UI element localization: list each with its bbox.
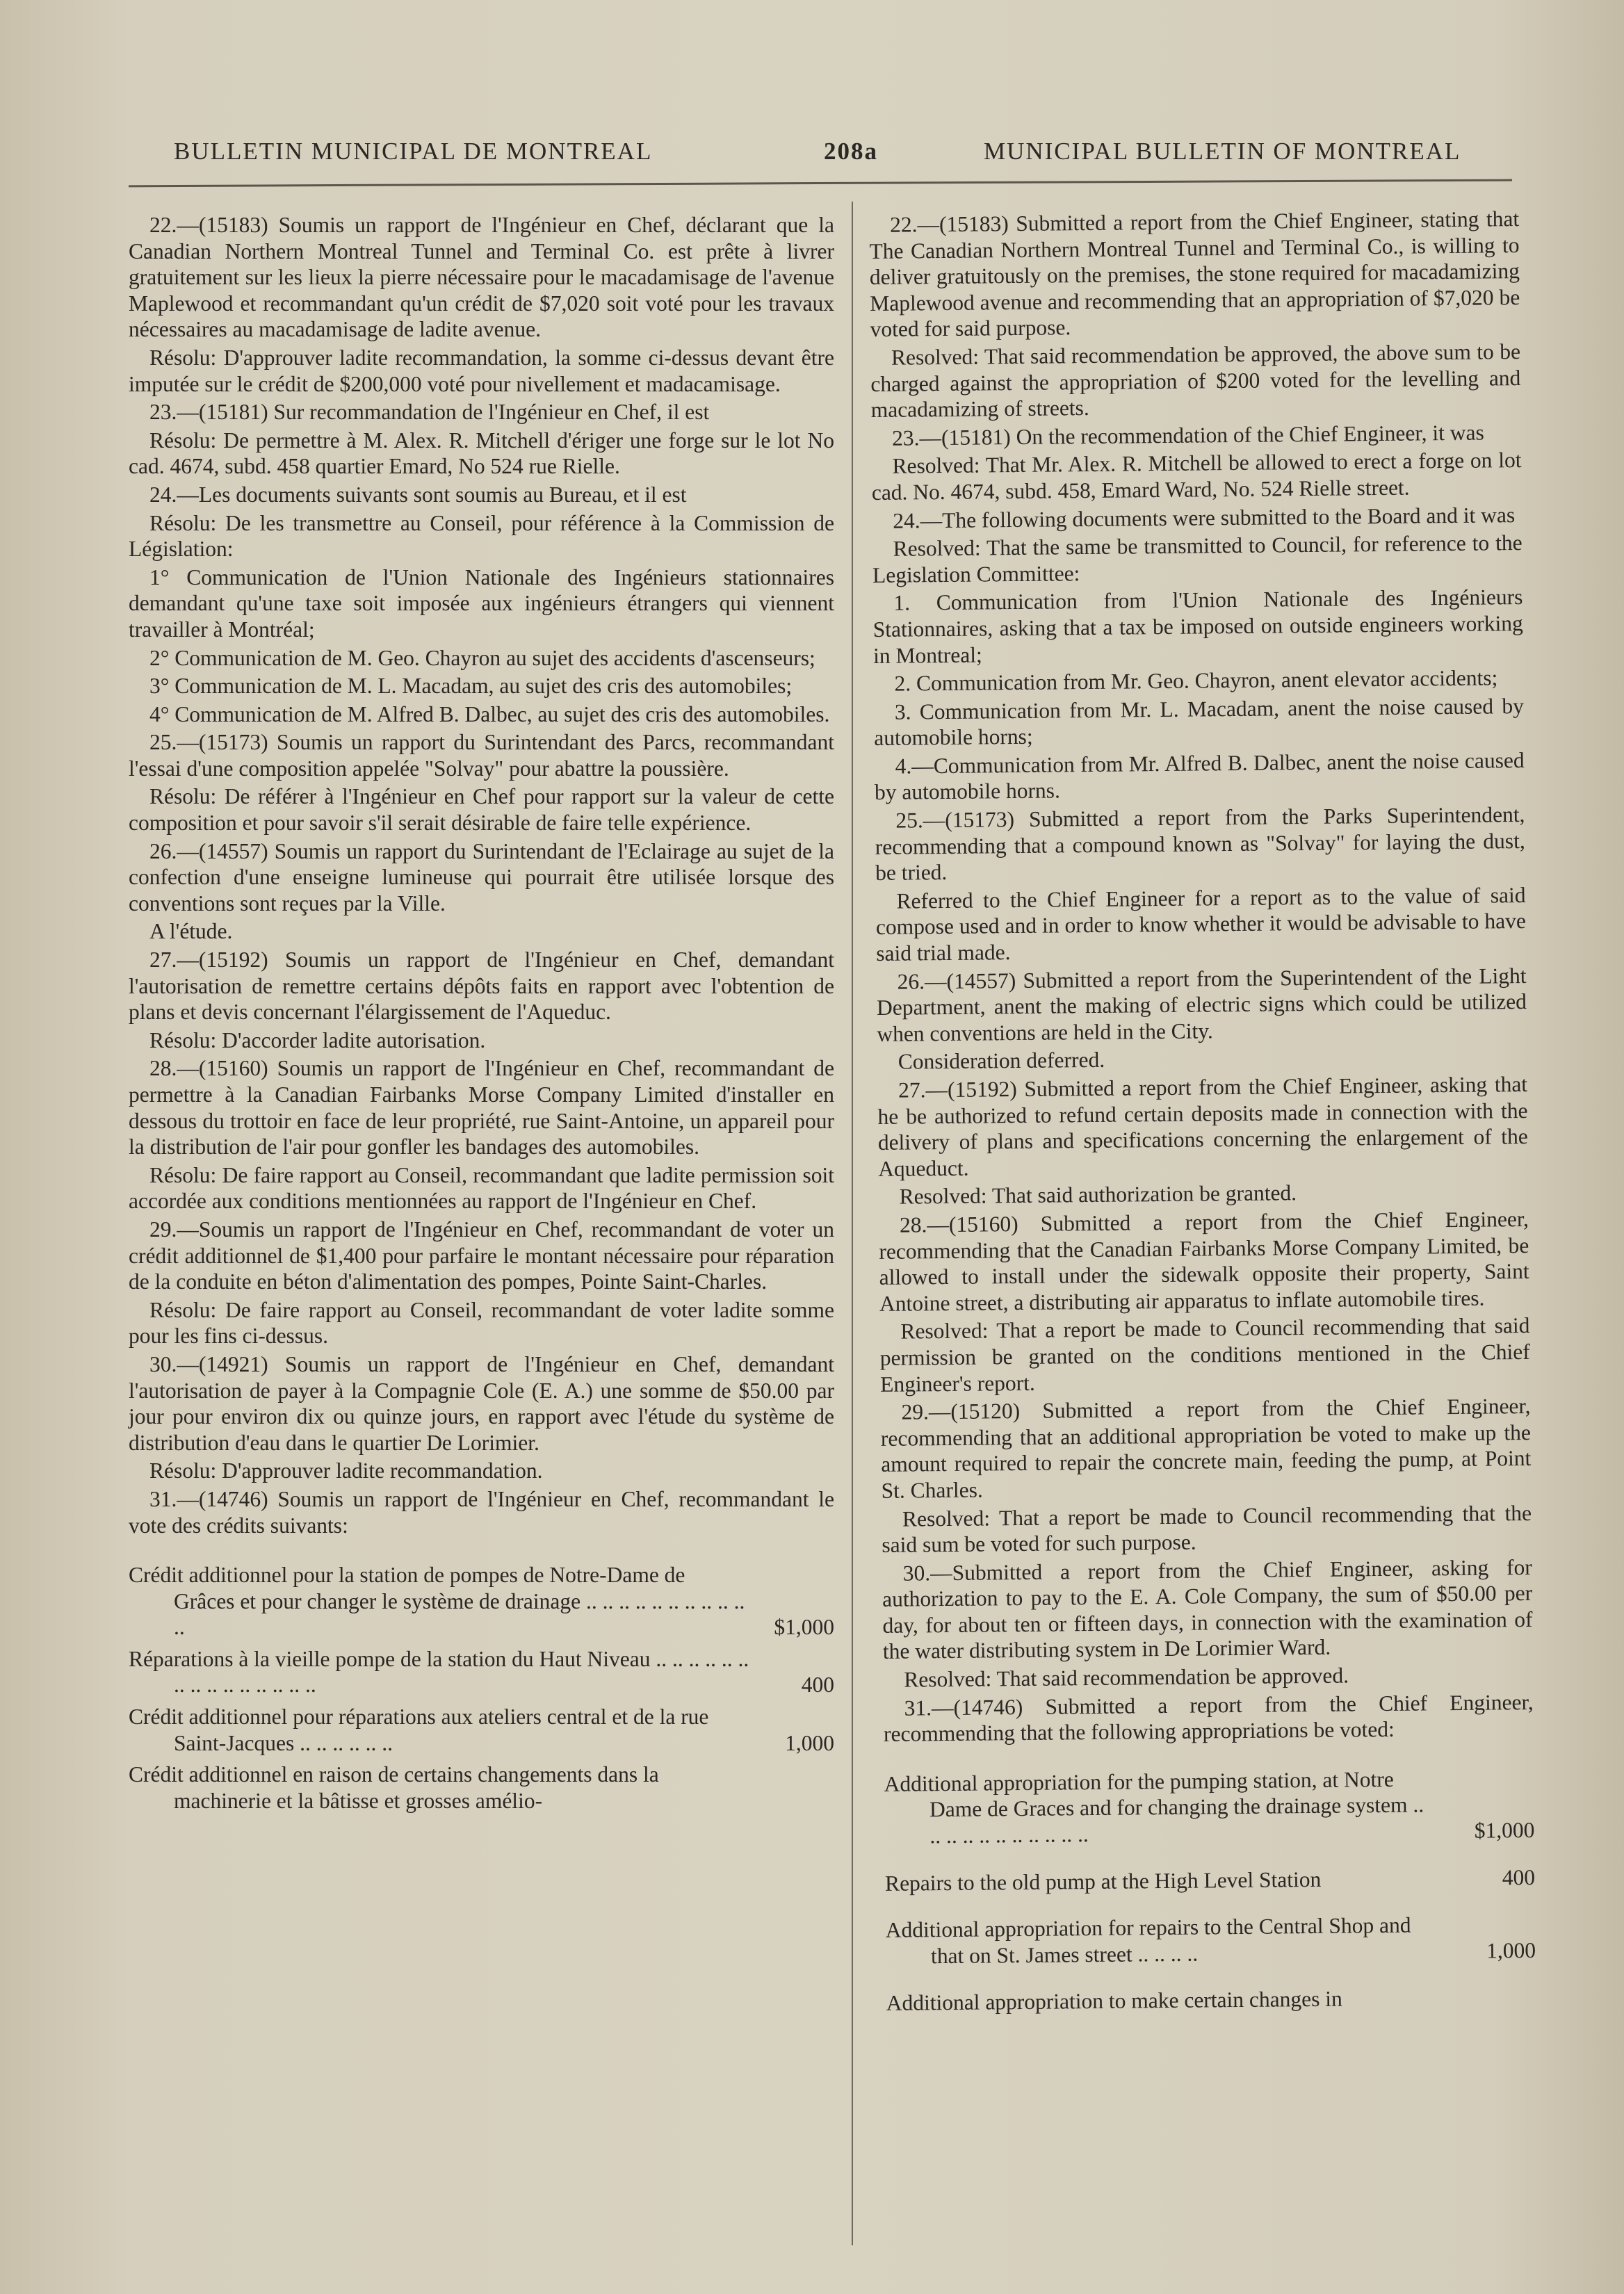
paragraph: Resolved: That Mr. Alex. R. Mitchell be allowed to erect a forge on lot cad. No. 4674, subd. 458, Emard Ward, No. 524 Rielle street. [871,448,1522,505]
paragraph: 23.—(15181) On the recommendation of the Chief Engineer, it was [891,420,1484,450]
header-title-english: MUNICIPAL BULLETIN OF MONTREAL [984,138,1461,165]
paragraph: Résolu: De faire rapport au Conseil, recommandant que ladite permission soit accordée aux conditions mentionnées au rapport de l'Ingénieur en Chef. [129,1162,834,1214]
paragraph: 1. Communication from l'Union Nationale des Ingénieurs Stationnaires, asking that a tax be imposed on outside engineers working in Montreal; [872,585,1523,668]
paragraph: Referred to the Chief Engineer for a report as to the value of said compose used and in order to know whether it would be advisable to have said trial made. [875,882,1527,966]
page-number: 208a [824,138,878,165]
paragraph: 24.—Les documents suivants sont soumis au Bureau, et il est [149,482,687,507]
paragraph: 27.—(15192) Soumis un rapport de l'Ingénieur en Chef, demandant l'autorisation de remettre certains dépôts faits en rapport avec l'obtention de plans et devis concernant l'élargissement de l'Aqueduc. [129,947,834,1025]
paragraph: 26.—(14557) Submitted a report from the Superintendent of the Light Department, anent the making of electric signs which could be utilized when conventions are held in the City. [876,963,1527,1046]
paragraph: 3° Communication de M. L. Macadam, au sujet des cris des automobiles; [149,674,793,699]
french-column [129,212,834,1819]
credit-amount: $1,000 [1474,1817,1535,1843]
paragraph: Résolu: De faire rapport au Conseil, recommandant de voter ladite somme pour les fins ci-dessus. [129,1297,834,1349]
paragraph: 1° Communication de l'Union Nationale des Ingénieurs stationnaires demandant qu'une taxe soit imposée aux ingénieurs étrangers qui viennent travailler à Montréal; [129,564,834,642]
paragraph: Résolu: D'approuver ladite recommandation. [149,1458,543,1483]
paragraph: Resolved: That the same be transmitted to Council, for reference to the Legislation Committee: [872,530,1522,587]
paragraph: 22.—(15183) Submitted a report from the Chief Engineer, stating that The Canadian Northern Montreal Tunnel and Terminal Co., is willing to deliver gratuitously on the premises, the stone required for macadamizing Maplewood avenue and recommending that an appropriation of $7,020 be voted for said purpose. [869,206,1520,342]
credit-item [886,1911,1536,1969]
credit-amount: $1,000 [774,1615,834,1640]
paragraph: 29.—Soumis un rapport de l'Ingénieur en Chef, recommandant de voter un crédit additionnel de $1,400 pour parfaire le montant nécessaire pour réparation de la conduite en béton d'alimentation des pompes, Pointe Saint-Charles. [129,1217,834,1294]
paragraph: Résolu: D'approuver ladite recommandation, la somme ci-dessus devant être imputée sur le crédit de $200,000 voté pour nivellement et madacamisage. [129,345,834,396]
paragraph: Resolved: That said recommendation be approved, the above sum to be charged against the appropriation of $200 voted for the levelling and macadamizing of streets. [870,339,1521,423]
credit-item [129,1762,834,1814]
paragraph: 4.—Communication from Mr. Alfred B. Dalbec, anent the noise caused by automobile horns. [874,747,1525,805]
english-column [869,206,1536,2037]
paragraph: 28.—(15160) Submitted a report from the Chief Engineer, recommending that the Canadian Fairbanks Morse Company Limited, be allowed to install under the sidewalk opposite their property, Saint Antoine street, a distributing air apparatus to inflate automobile tires. [879,1206,1529,1316]
credit-text: Crédit additionnel pour la station de pompes de Notre-Dame de Grâces et pour changer le système de drainage .. .. .. .. .. .. .. .. .. .. .. [129,1563,745,1640]
header-rule [129,179,1512,188]
credit-text: Réparations à la vieille pompe de la station du Haut Niveau .. .. .. .. .. .. .. .. .. .. .. .. .. .. .. [129,1646,749,1698]
credit-item [884,1765,1535,1850]
credit-text: Additional appropriation to make certain changes in [886,1986,1342,2016]
credit-amount: 1,000 [785,1730,834,1755]
paragraph: 27.—(15192) Submitted a report from the Chief Engineer, asking that he be authorized to refund certain deposits made in connection with the delivery of plans and specifications concerning the enlargement of the Aqueduct. [877,1071,1528,1181]
paragraph: 29.—(15120) Submitted a report from the Chief Engineer, recommending that an additional appropriation be voted to make up the amount required to repair the concrete main, feeding the pump, at Point St. Charles. [880,1394,1532,1503]
credit-text: Additional appropriation for the pumping station, at Notre Dame de Graces and for changing the drainage system .. .. .. .. .. .. .. .. .. .. .. [884,1766,1424,1848]
paragraph: 30.—Submitted a report from the Chief Engineer, asking for authorization to pay to the E. A. Cole Company, the sum of $50.00 per day, for about ten or fifteen days, in connection with the examination of the water distributing system in De Lorimier Ward. [882,1554,1533,1664]
paragraph: Résolu: De permettre à M. Alex. R. Mitchell d'ériger une forge sur le lot No cad. 4674, subd. 458 quartier Emard, No 524 rue Rielle. [129,428,834,479]
paragraph: Résolu: De référer à l'Ingénieur en Chef pour rapport sur la valeur de cette composition et pour savoir s'il serait désirable de faire telle expérience. [129,784,834,836]
header-title-french: BULLETIN MUNICIPAL DE MONTREAL [174,138,653,165]
appropriations-list [884,1765,1536,2017]
credit-amount: 1,000 [1486,1937,1536,1963]
paragraph: 31.—(14746) Submitted a report from the Chief Engineer, recommending that the following appropriations be voted: [883,1689,1534,1747]
paragraph: 4° Communication de M. Alfred B. Dalbec, au sujet des cris des automobiles. [149,701,830,726]
paragraph: Résolu: D'accorder ladite autorisation. [149,1027,486,1052]
paragraph: Resolved: That said authorization be granted. [899,1180,1297,1210]
paragraph: 30.—(14921) Soumis un rapport de l'Ingénieur en Chef, demandant l'autorisation de payer à la Compagnie Cole (E. A.) une somme de $50.00 par jour pour environ dix ou quinze jours, en rapport avec l'étude du système de distribution d'eau dans le quartier De Lorimier. [129,1351,834,1455]
paragraph: 25.—(15173) Soumis un rapport du Surintendant des Parcs, recommandant l'essai d'une composition appelée "Solvay" pour abattre la poussière. [129,730,834,781]
credit-item [129,1646,834,1698]
paragraph: Resolved: That said recommendation be approved. [904,1663,1349,1692]
paragraph: Consideration deferred. [898,1048,1105,1075]
paragraph: 25.—(15173) Submitted a report from the Parks Superintendent, recommending that a compound known as "Solvay" for laying the dust, be tried. [875,802,1525,886]
credit-item [886,1984,1536,2017]
credit-text: Repairs to the old pump at the High Level Station [884,1866,1322,1896]
paragraph: 28.—(15160) Soumis un rapport de l'Ingénieur en Chef, recommandant de permettre à la Canadian Fairbanks Morse Company Limited d'installer en dessous du trottoir en face de leur propriété, rue Saint-Antoine, un appareil pour la distribution de l'air pour gonfler les bandages des automobiles. [129,1056,834,1160]
paragraph: Resolved: That a report be made to Council recommending that the said sum be voted for such purpose. [882,1500,1532,1558]
credit-amount: 400 [801,1673,834,1698]
paragraph: Resolved: That a report be made to Council recommending that said permission be granted on the conditions mentioned in the Chief Engineer's report. [879,1313,1530,1397]
paragraph: 31.—(14746) Soumis un rapport de l'Ingénieur en Chef, recommandant le vote des crédits suivants: [129,1486,834,1538]
credit-amount: 400 [1502,1864,1536,1889]
paragraph: 26.—(14557) Soumis un rapport du Surintendant de l'Eclairage au sujet de la confection d'une enseigne lumineuse qui pourrait être utilisée lorsque des conventions sont reçues par la Ville. [129,838,834,916]
paragraph: 2. Communication from Mr. Geo. Chayron, anent elevator accidents; [894,665,1498,696]
paragraph: 2° Communication de M. Geo. Chayron au sujet des accidents d'ascenseurs; [149,645,815,670]
credit-item [129,1562,834,1641]
paragraph: A l'étude. [149,919,233,944]
credit-text: Crédit additionnel en raison de certains changements dans la machinerie et la bâtisse et grosses amélio- [129,1762,659,1813]
credit-item [129,1704,834,1756]
column-divider [852,202,853,2245]
paragraph: Résolu: De les transmettre au Conseil, pour référence à la Commission de Législation: [129,510,834,562]
paragraph: 3. Communication from Mr. L. Macadam, anent the noise caused by automobile horns; [874,693,1525,751]
paragraph: 24.—The following documents were submitted to the Board and it was [893,502,1516,533]
paragraph: 23.—(15181) Sur recommandation de l'Ingénieur en Chef, il est [149,400,710,425]
credit-item [885,1864,1535,1897]
credit-text: Additional appropriation for repairs to the Central Shop and that on St. James street .. .. .. .. [885,1912,1411,1969]
page-header [125,124,1536,172]
paragraph: 22.—(15183) Soumis un rapport de l'Ingénieur en Chef, déclarant que la Canadian Northern Montreal Tunnel and Terminal Co. est prête à livrer gratuitement sur les lieux la pierre nécessaire pour le macadamisage de l'avenue Maplewood et recommandant qu'un crédit de $7,020 soit voté pour les travaux nécessaires au macadamisage de ladite avenue. [129,213,834,342]
credits-list [129,1562,834,1814]
credit-text: Crédit additionnel pour réparations aux ateliers central et de la rue Saint-Jacques .. .. .. .. .. .. [129,1705,709,1755]
